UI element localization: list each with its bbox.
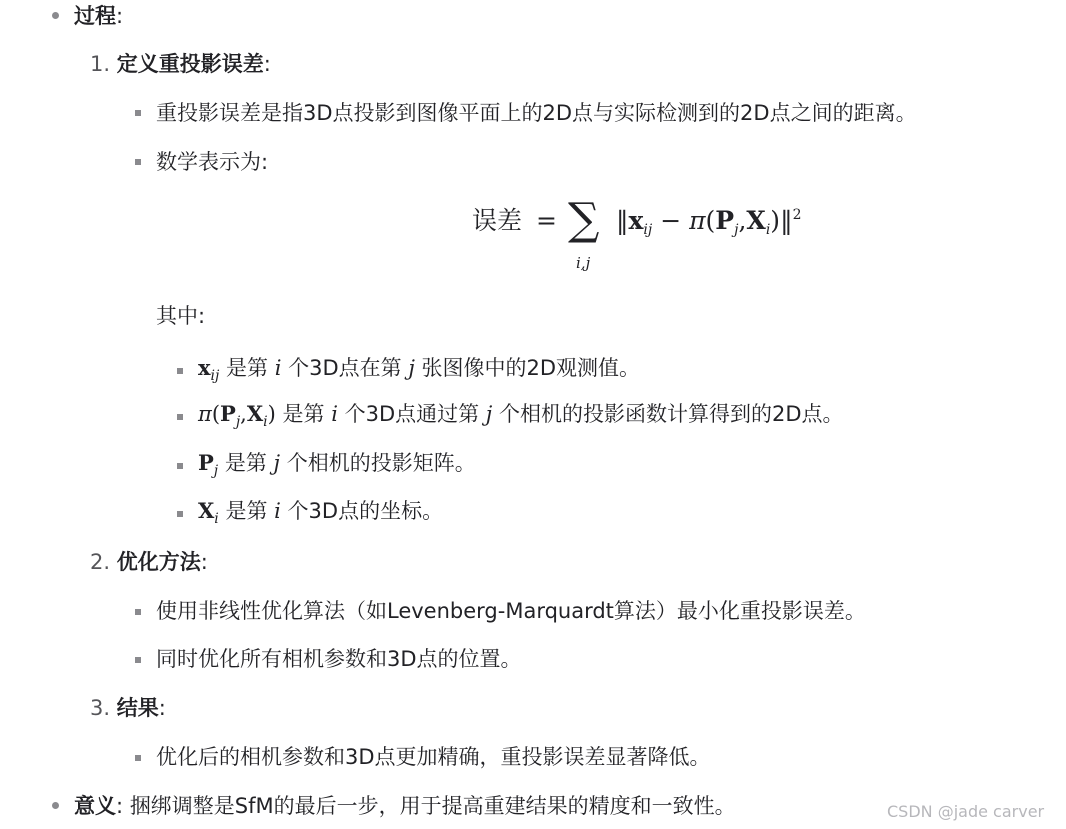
step3-bullet-1: 优化后的相机参数和3D点更加精确，重投影误差显著降低。 (156, 745, 711, 769)
bullet-square (135, 159, 141, 165)
where-label: 其中: (156, 304, 206, 328)
step2-bullet-2: 同时优化所有相机参数和3D点的位置。 (156, 647, 522, 671)
bullet-square (135, 110, 141, 116)
bullet-dot (52, 12, 59, 19)
reprojection-error-formula (472, 196, 892, 276)
def-x-ij: $x_{ij}$ 是第 i 个3D点在第 j 张图像中的2D观测值。 (198, 355, 641, 384)
bullet-square (177, 463, 183, 469)
formula-body: $‖x_{ij}$ − $\pi(P_j,X_i)‖^2$ (616, 206, 802, 238)
formula-lhs: 误差 (472, 206, 523, 235)
step1-bullet-2: 数学表示为: (156, 150, 269, 174)
formula-equals: = (536, 206, 557, 235)
step3-heading: 3. 结果: (90, 696, 166, 720)
bullet-square (177, 511, 183, 517)
bullet-square (177, 414, 183, 420)
csdn-watermark: CSDN @jade carver (887, 802, 1045, 821)
sum-subscript: i,j (576, 254, 591, 272)
meaning-line: 意义: 捆绑调整是SfM的最后一步，用于提高重建结果的精度和一致性。 (74, 794, 736, 818)
bullet-square (177, 368, 183, 374)
step2-heading: 2. 优化方法: (90, 550, 208, 574)
process-heading: 过程: (74, 4, 124, 28)
step1-heading: 1. 定义重投影误差: (90, 52, 271, 76)
bullet-square (135, 755, 141, 761)
bullet-square (135, 657, 141, 663)
step2-bullet-1: 使用非线性优化算法（如Levenberg-Marquardt算法）最小化重投影误差。 (156, 599, 866, 623)
def-X-i: $X_i$ 是第 i 个3D点的坐标。 (198, 498, 444, 527)
bullet-dot (52, 802, 59, 809)
sum-symbol: ∑ (568, 194, 600, 245)
step1-bullet-1: 重投影误差是指3D点投影到图像平面上的2D点与实际检测到的2D点之间的距离。 (156, 101, 917, 125)
def-pi-projection: $\pi(P_j,X_i)$ 是第 i 个3D点通过第 j 个相机的投影函数计算得到的2D点。 (198, 401, 844, 430)
bullet-square (135, 609, 141, 615)
def-P-j: $P_j$ 是第 j 个相机的投影矩阵。 (198, 450, 476, 479)
